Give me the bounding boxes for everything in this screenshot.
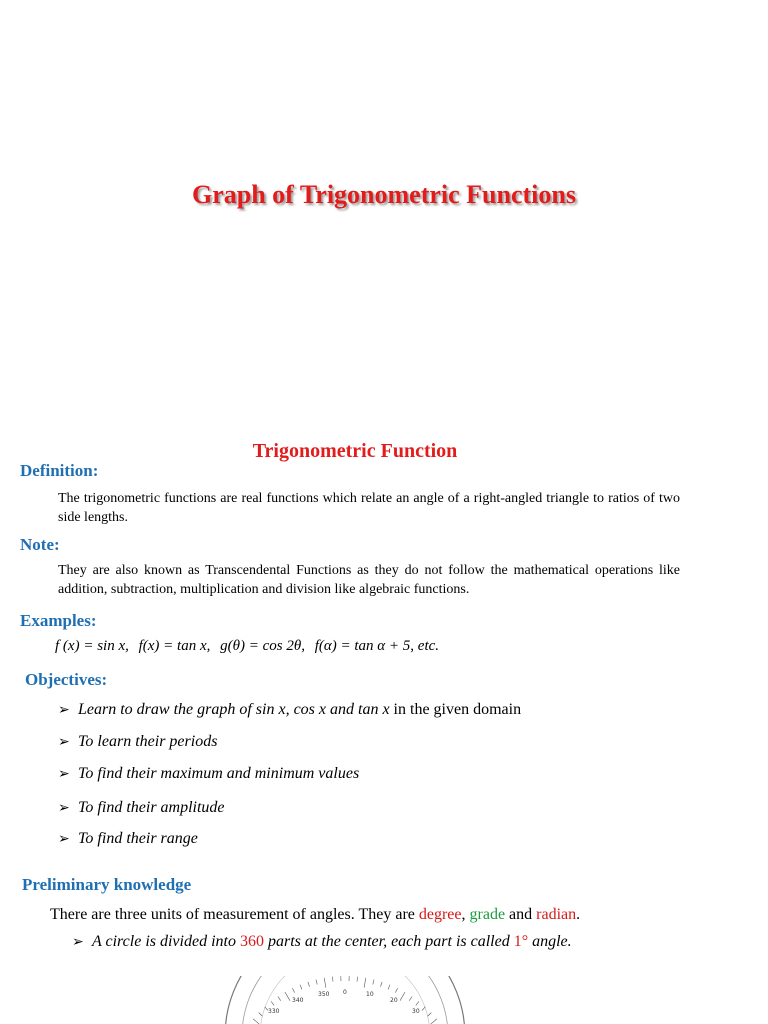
protractor-label: 30 <box>412 1008 420 1015</box>
protractor-tick <box>300 985 302 990</box>
protractor-tick <box>285 992 290 1001</box>
protractor-tick <box>395 988 397 993</box>
arrow-bullet-icon: ➢ <box>58 767 70 782</box>
arrow-bullet-icon: ➢ <box>58 801 70 816</box>
protractor-tick <box>373 980 374 985</box>
protractor-label: 330 <box>268 1008 280 1015</box>
examples-heading: Examples: <box>20 611 97 630</box>
protractor-core-arc <box>260 976 430 1024</box>
angle-units-line: There are three units of measurement of angles. They are degree, grade and radian. <box>50 906 581 923</box>
circle-division-line: ➢ A circle is divided into 360 parts at the center, each part is called 1° angle. <box>72 933 572 950</box>
example-item: f(α) = tan α + 5, etc. <box>314 638 440 654</box>
unit-grade: grade <box>469 906 506 923</box>
protractor-tick <box>429 1019 437 1024</box>
protractor-tick <box>388 985 390 990</box>
protractor-ticks <box>243 976 447 1024</box>
section-title: Trigonometric Function <box>252 440 458 462</box>
note-text: They are also known as Transcendental Functions as they do not follow the mathematical operations like addition, subtraction, multiplication and division like algebraic functions. <box>58 563 680 597</box>
objective-item: ➢ To learn their periods <box>58 733 218 750</box>
arrow-bullet-icon: ➢ <box>58 703 70 718</box>
protractor-label: 20 <box>390 997 398 1004</box>
objective-item: ➢ Learn to draw the graph of sin x, cos x and tan x in the given domain <box>58 701 522 718</box>
arrow-bullet-icon: ➢ <box>72 935 84 950</box>
protractor-tick <box>308 982 310 987</box>
protractor-tick <box>278 997 281 1001</box>
examples-line <box>55 638 445 655</box>
protractor-tick <box>428 1013 432 1017</box>
protractor-tick <box>364 978 366 988</box>
protractor-outer-arc <box>225 976 465 1024</box>
arrow-bullet-icon: ➢ <box>58 735 70 750</box>
degree-unit: 1° <box>513 933 529 950</box>
protractor-tick <box>422 1007 425 1011</box>
protractor-label: 0 <box>343 989 347 996</box>
protractor-label: 340 <box>292 997 304 1004</box>
protractor-tick <box>292 988 294 993</box>
example-item: f(x) = tan x, <box>138 638 211 654</box>
example-item: g(θ) = cos 2θ, <box>220 638 305 654</box>
example-item: f (x) = sin x, <box>55 638 129 654</box>
note-heading: Note: <box>20 535 60 554</box>
arrow-bullet-icon: ➢ <box>58 832 70 847</box>
protractor-tick <box>416 1001 419 1005</box>
protractor-tick <box>253 1019 261 1024</box>
unit-radian: radian <box>536 906 577 923</box>
protractor-tick <box>400 992 405 1001</box>
unit-degree: degree <box>418 906 462 923</box>
circle-parts-number: 360 <box>239 933 264 950</box>
protractor-tick <box>409 997 412 1001</box>
protractor-tick <box>324 978 326 988</box>
definition-text: The trigonometric functions are real functions which relate an angle of a right-angled triangle to ratios of two side lengths. <box>58 491 680 525</box>
protractor-image <box>220 976 470 1024</box>
definition-heading: Definition: <box>20 461 99 480</box>
protractor-label: 350 <box>318 991 330 998</box>
protractor-tick <box>316 980 317 985</box>
objective-item: ➢ To find their maximum and minimum values <box>58 765 360 782</box>
preliminary-heading: Preliminary knowledge <box>22 875 192 894</box>
protractor-tick <box>357 977 358 982</box>
protractor-tick <box>333 977 334 982</box>
protractor-inner-arc <box>242 976 448 1024</box>
objective-item: ➢ To find their amplitude <box>58 799 225 816</box>
page-title: Graph of Trigonometric Functions <box>192 180 576 209</box>
protractor-tick <box>259 1013 263 1017</box>
protractor-tick <box>271 1001 274 1005</box>
protractor-tick <box>381 982 383 987</box>
protractor-label: 10 <box>366 991 374 998</box>
objectives-heading: Objectives: <box>25 670 108 689</box>
objective-item: ➢ To find their range <box>58 830 198 847</box>
